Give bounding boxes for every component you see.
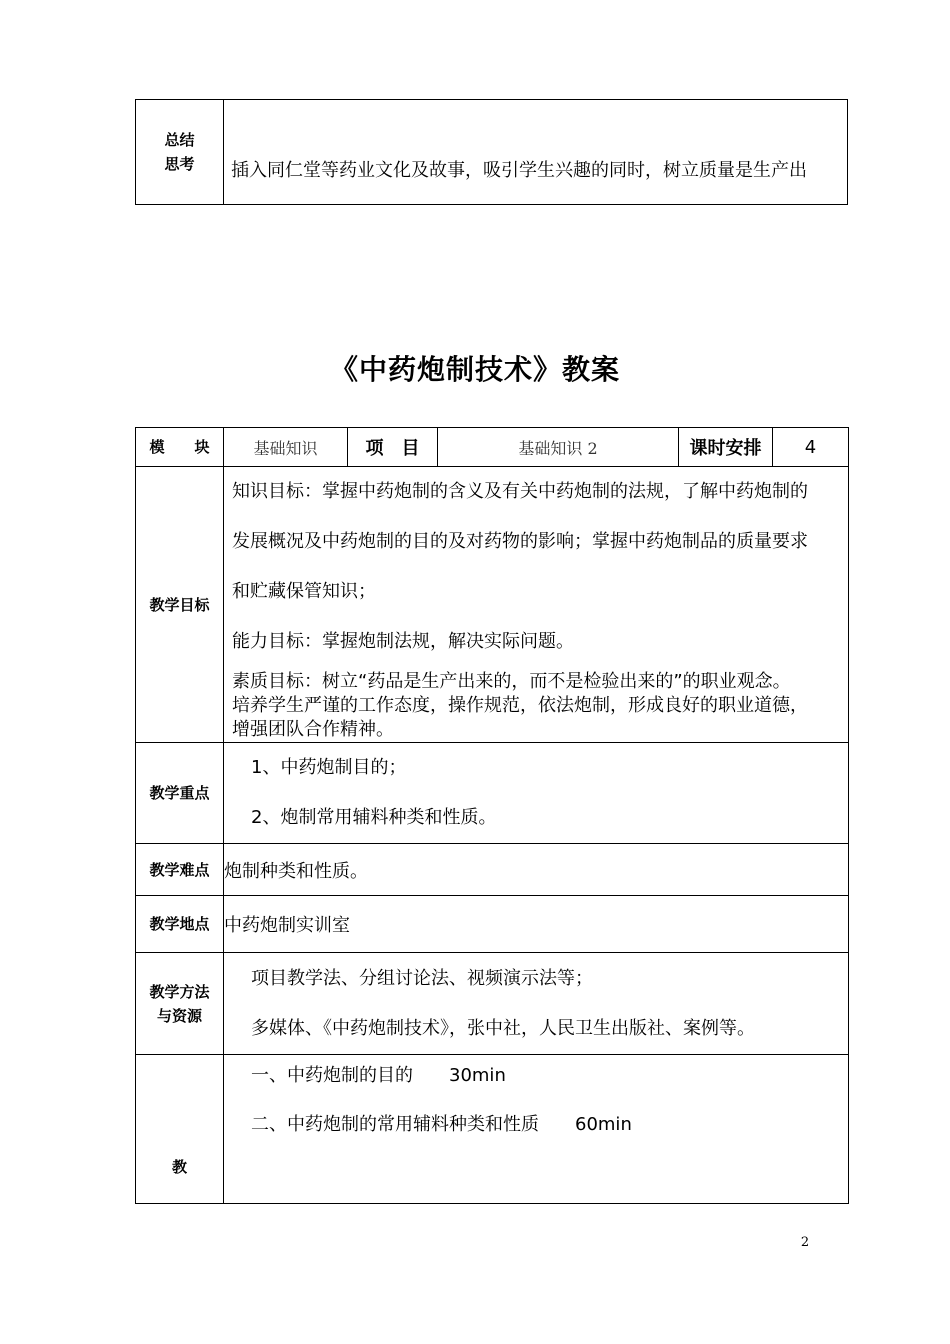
methods-line-2: 多媒体、《中药炮制技术》，张中社，人民卫生出版社、案例等。 (251, 1017, 755, 1039)
objectives-content (224, 467, 849, 743)
quality-objective-line-1: 素质目标：树立“药品是生产出来的，而不是检验出来的”的职业观念。 (232, 671, 791, 692)
page-title: 《中药炮制技术》教案 (329, 353, 620, 386)
summary-text: 插入同仁堂等药业文化及故事，吸引学生兴趣的同时，树立质量是生产出 (224, 100, 848, 205)
methods-label: 教学方法 与资源 (136, 953, 224, 1055)
key-points-label: 教学重点 (136, 743, 224, 844)
difficulties-text: 炮制种类和性质。 (224, 844, 849, 896)
teaching-content (224, 1055, 849, 1204)
methods-content (224, 953, 849, 1055)
teaching-label: 教 (136, 1055, 224, 1204)
difficulties-label: 教学难点 (136, 844, 224, 896)
difficulties-row (136, 844, 849, 896)
objectives-label: 教学目标 (136, 467, 224, 743)
knowledge-objective-line-2: 发展概况及中药炮制的目的及对药物的影响；掌握中药炮制品的质量要求 (232, 531, 808, 552)
header-row (136, 428, 849, 467)
teaching-item-1: 一、中药炮制的目的 30min (251, 1065, 506, 1086)
ability-objective: 能力目标：掌握炮制法规，解决实际问题。 (232, 631, 574, 652)
summary-table (135, 99, 848, 205)
methods-row (136, 953, 849, 1055)
summary-label: 总结 思考 (136, 100, 224, 205)
knowledge-objective-line-3: 和贮藏保管知识； (232, 581, 376, 602)
objectives-row (136, 467, 849, 743)
knowledge-objective-line-1: 知识目标：掌握中药炮制的含义及有关中药炮制的法规，了解中药炮制的 (232, 481, 808, 502)
teaching-item-2: 二、中药炮制的常用辅料种类和性质 60min (251, 1114, 632, 1135)
module-label: 模 块 (136, 428, 224, 467)
quality-objective-line-2: 培养学生严谨的工作态度，操作规范，依法炮制，形成良好的职业道德， (232, 695, 808, 716)
key-point-1: 1、中药炮制目的； (251, 757, 407, 778)
location-row (136, 896, 849, 953)
location-label: 教学地点 (136, 896, 224, 953)
project-value: 基础知识 2 (438, 428, 679, 467)
methods-line-1: 项目教学法、分组讨论法、视频演示法等； (251, 967, 593, 989)
project-label: 项 目 (348, 428, 438, 467)
module-value: 基础知识 (224, 428, 348, 467)
key-points-content (224, 743, 849, 844)
location-text: 中药炮制实训室 (224, 896, 849, 953)
hours-value: 4 (773, 428, 849, 467)
teaching-row (136, 1055, 849, 1204)
key-point-2: 2、炮制常用辅料种类和性质。 (251, 807, 497, 828)
quality-objective-line-3: 增强团队合作精神。 (232, 719, 394, 740)
key-points-row (136, 743, 849, 844)
lesson-plan-table (135, 427, 849, 1204)
hours-label: 课时安排 (679, 428, 773, 467)
page-number: 2 (800, 1235, 810, 1250)
